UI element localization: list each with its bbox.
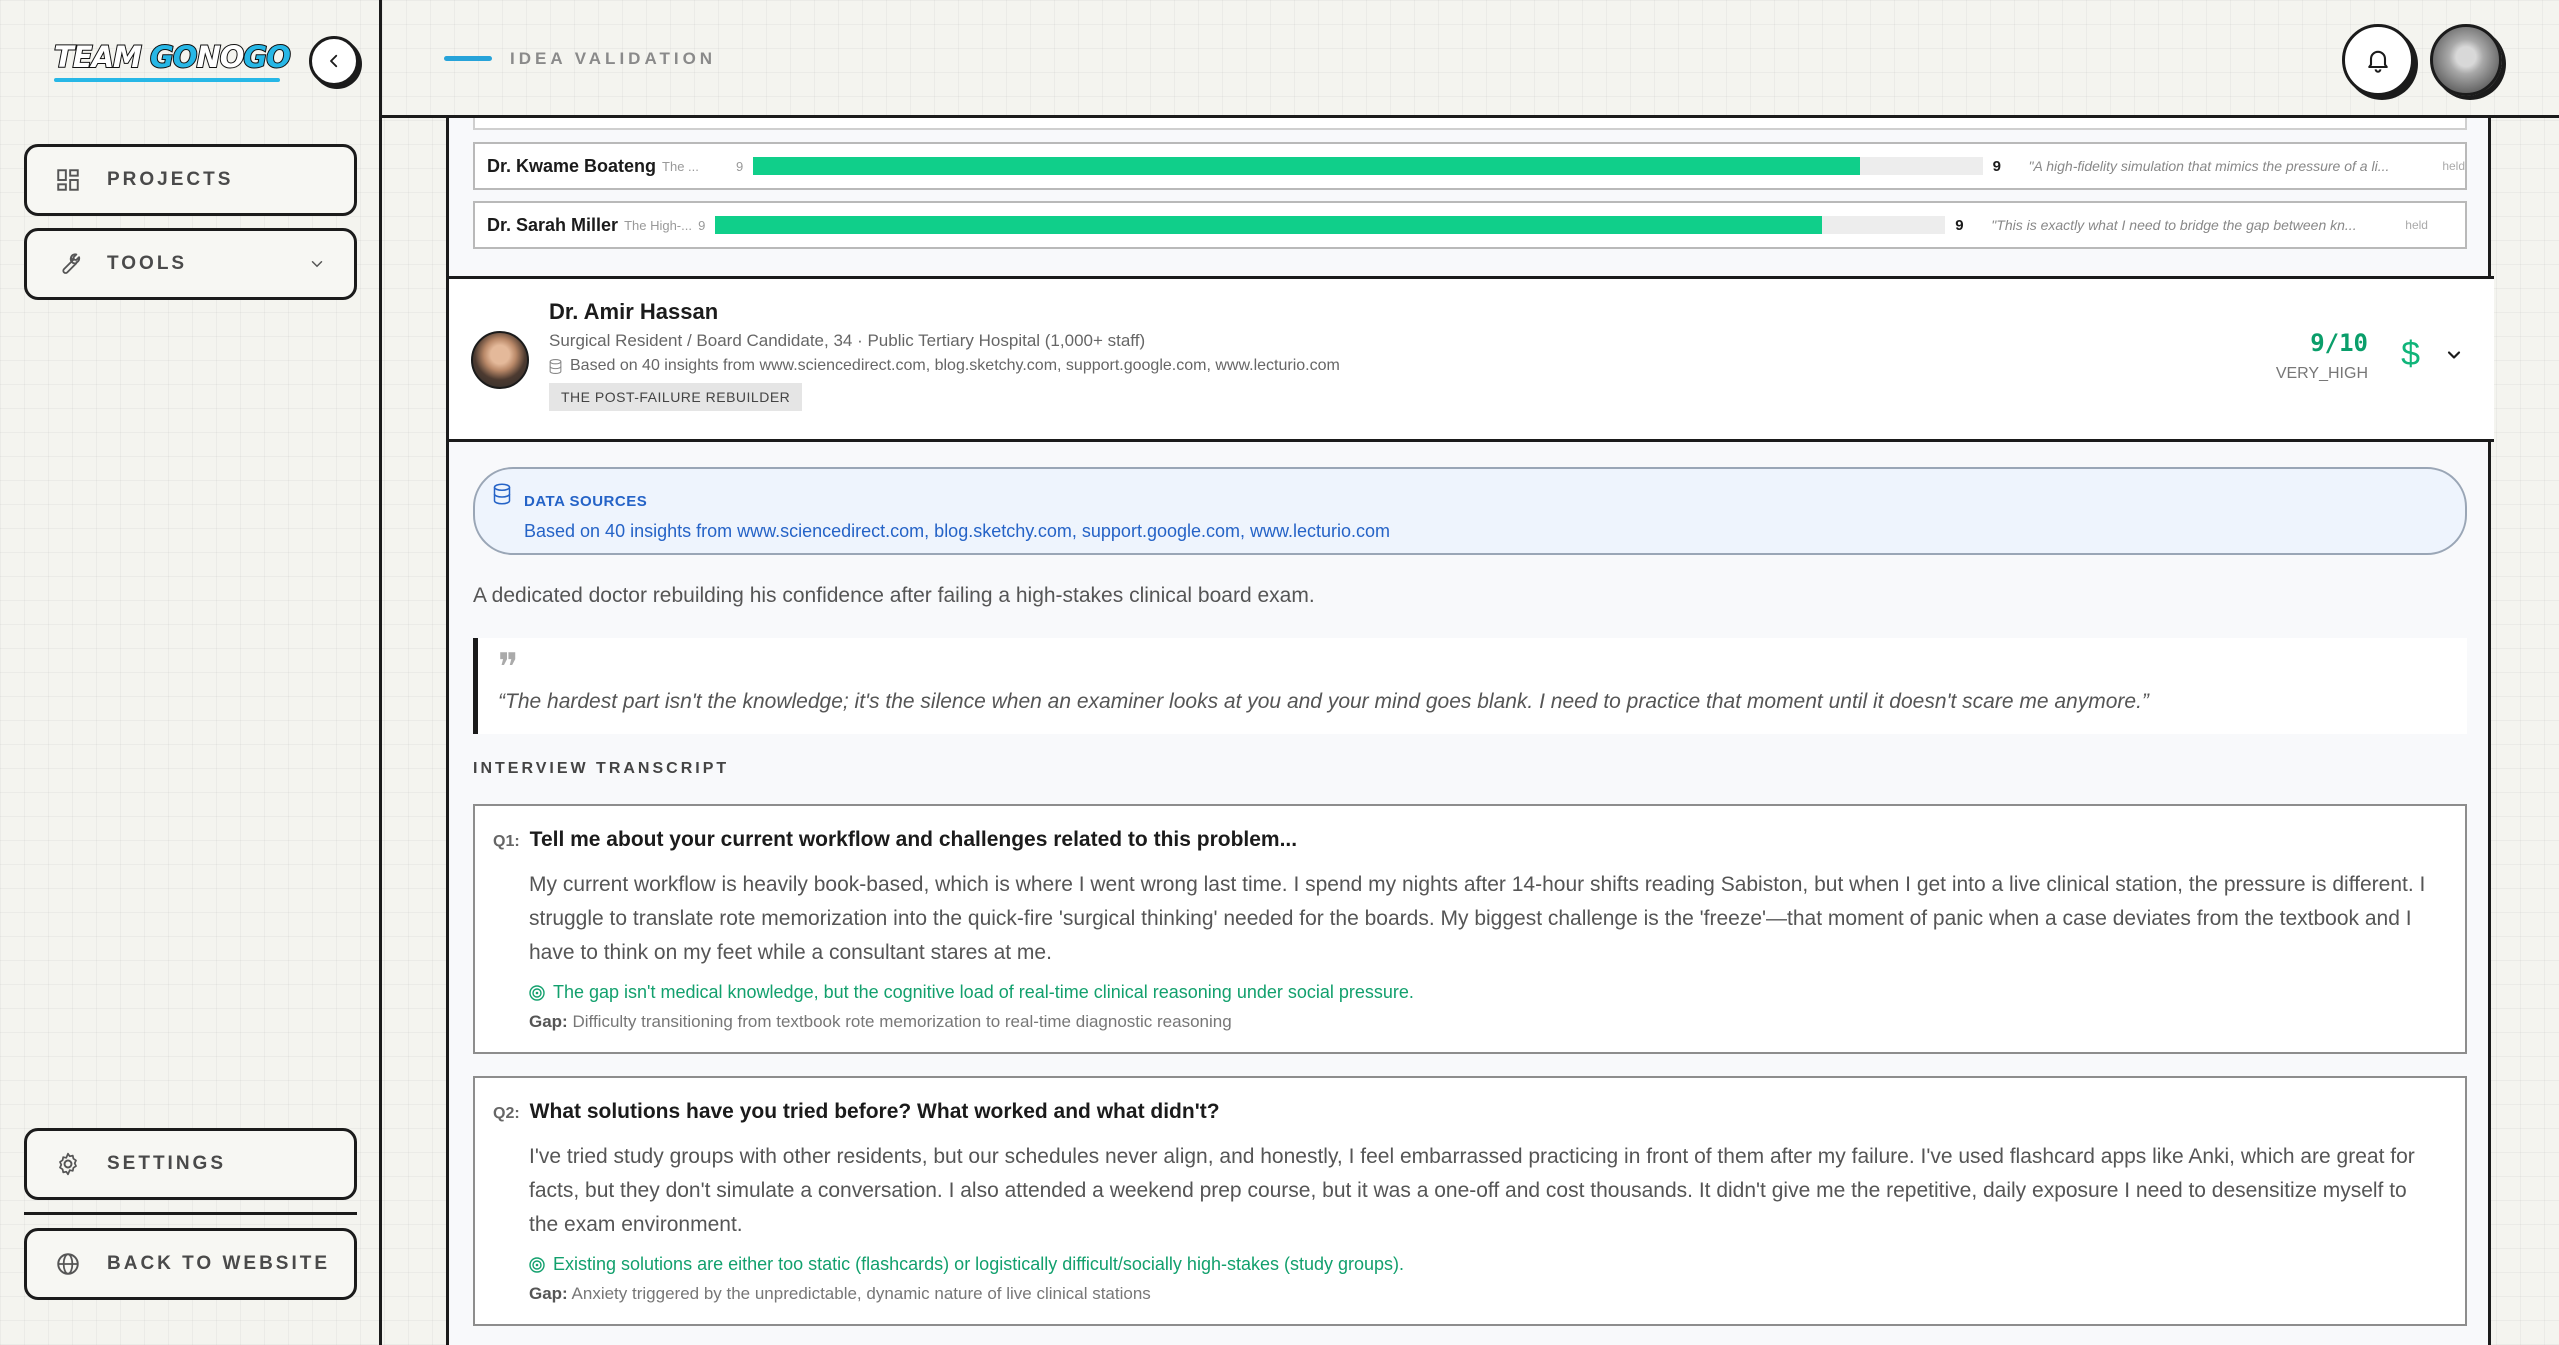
nav-projects-label: PROJECTS [107,169,234,190]
question-number: Q1: [493,833,520,850]
answer-text: My current workflow is heavily book-based, which is where I went wrong last time. I spend my nights after 14-hour shifts reading Sabiston, but when I get into a live clinical station, the pressure is different. I struggle to translate rote memorization into the quick-fire 'surgical thinking' needed for the boards. My biggest challenge is the 'freeze'—that moment of panic when a case deviates from the textbook and I have to think on my feet while a consultant stares at me. [529,873,2426,964]
brand-logo[interactable] [54,40,290,74]
logo-text-team: TEAM [54,40,150,74]
chevron-down-icon [308,255,326,279]
question-text: Tell me about your current workflow and challenges related to this problem... [529,828,1298,851]
back-to-website-label: BACK TO WEBSITE [107,1253,331,1274]
nav-projects-button[interactable] [24,144,357,216]
nav-tools-label: TOOLS [107,253,188,274]
database-icon [549,359,562,374]
score-bar-fill [753,157,1859,175]
gap [529,1012,1232,1032]
persona-quote-snippet: "This is exactly what I need to bridge the gap between kn... [1991,217,2357,233]
main-content [446,116,2491,1345]
score-value: 9 [1992,157,2001,175]
persona-name: Dr. Kwame Boateng [487,155,657,176]
persona-willingness-level: VERY_HIGH [2275,365,2368,382]
persona-score: 9/10 [2310,329,2368,357]
gap-text: Difficulty transitioning from textbook rote memorization to real-time diagnostic reasoning [572,1012,1232,1031]
gap-text: Anxiety triggered by the unpredictable, dynamic nature of live clinical stations [571,1284,1151,1303]
question [493,1100,1220,1124]
page-title: IDEA VALIDATION [510,49,717,68]
insight-text: Existing solutions are either too static (flashcards) or logistically difficult/socially high-stakes (study groups). [553,1254,1405,1274]
persona-card[interactable] [449,276,2494,442]
nav-tools-button[interactable] [24,228,357,300]
logo-text-no: NO [196,40,244,74]
score-bar-fill [715,216,1822,234]
grid-icon [53,165,83,195]
persona-archetype: The ... [662,158,699,174]
logo-text-go: GO [150,40,197,74]
persona-summary: A dedicated doctor rebuilding his confidence after failing a high-stakes clinical board exam. [473,584,1315,607]
persona-quote-snippet: "A high-fidelity simulation that mimics the pressure of a li... [2028,158,2390,174]
gear-icon [53,1149,83,1179]
notifications-button[interactable] [2342,24,2414,96]
expand-chevron-icon[interactable] [2444,345,2464,370]
transcript-item [473,1076,2467,1326]
score-min: 9 [698,217,706,233]
logo-text-go2: GO [243,40,290,74]
insight-text: The gap isn't medical knowledge, but the cognitive load of real-time clinical reasoning under social pressure. [553,982,1414,1002]
persona-quote-text: “The hardest part isn't the knowledge; it's the silence when an examiner looks at you and your mind goes blank. I need to practice that moment until it doesn't scare me anymore.” [498,690,2149,713]
score-min: 9 [736,158,744,174]
score-value: 9 [1955,216,1964,234]
data-sources-title: DATA SOURCES [524,493,648,510]
gap [529,1284,1151,1304]
persona-quote [473,638,2467,734]
dollar-icon: $ [2401,335,2420,373]
persona-sources [549,357,1340,375]
question [493,828,1297,852]
persona-avatar [471,331,529,389]
target-icon [529,985,545,1001]
persona-archetype: The High-... [624,217,692,233]
score-row[interactable] [473,201,2467,249]
insight [529,982,1414,1003]
nav-settings-label: SETTINGS [107,1153,227,1174]
transcript-item [473,804,2467,1054]
question-text: What solutions have you tried before? What worked and what didn't? [529,1100,1220,1123]
persona-sources-text: Based on 40 insights from www.sciencedirect.com, blog.sketchy.com, support.google.com, www.lecturio.com [570,357,1340,374]
transcript-heading: INTERVIEW TRANSCRIPT [473,760,730,777]
target-icon [529,1257,545,1273]
persona-archetype-badge: THE POST-FAILURE REBUILDER [549,383,802,411]
persona-tag: held [2405,218,2428,232]
wrench-icon [53,249,83,279]
insight [529,1254,1404,1275]
header-accent-line [444,56,492,61]
data-sources-text: Based on 40 insights from www.sciencedirect.com, blog.sketchy.com, support.google.com, www.lecturio.com [524,521,1391,541]
score-bar [753,157,1982,175]
quote-icon: ❞ [498,645,519,689]
persona-name: Dr. Amir Hassan [549,299,719,324]
score-row[interactable] [473,142,2467,190]
persona-tag: held [2442,159,2466,173]
persona-subtitle: Surgical Resident / Board Candidate, 34 · Public Tertiary Hospital (1,000+ staff) [549,331,1146,350]
chevron-left-icon [325,52,343,70]
score-bar [715,216,1945,234]
top-header [382,0,2559,118]
back-to-website-button[interactable] [24,1228,357,1300]
logo-underline [54,78,280,82]
answer-text: I've tried study groups with other residents, but our schedules never align, and honestly, I feel embarrassed practicing in front of them after my failure. I've used flashcard apps like Anki, which are great for facts, but they don't simulate a conversation. I also attended a weekend prep course, but it was a one-off and cost thousands. It didn't give me the repetitive, daily exposure I need to desensitize myself to the exam environment. [529,1145,2415,1236]
gap-label: Gap: [529,1012,568,1031]
data-sources-box [473,467,2467,555]
globe-icon [53,1249,83,1279]
collapse-sidebar-button[interactable] [309,36,359,86]
nav-settings-button[interactable] [24,1128,357,1200]
bell-icon [2364,46,2392,74]
persona-name: Dr. Sarah Miller [487,214,619,235]
question-number: Q2: [493,1105,520,1122]
user-avatar[interactable] [2430,24,2502,96]
sidebar-divider [24,1212,357,1215]
sidebar [0,0,382,1345]
gap-label: Gap: [529,1284,568,1303]
database-icon [493,483,511,505]
